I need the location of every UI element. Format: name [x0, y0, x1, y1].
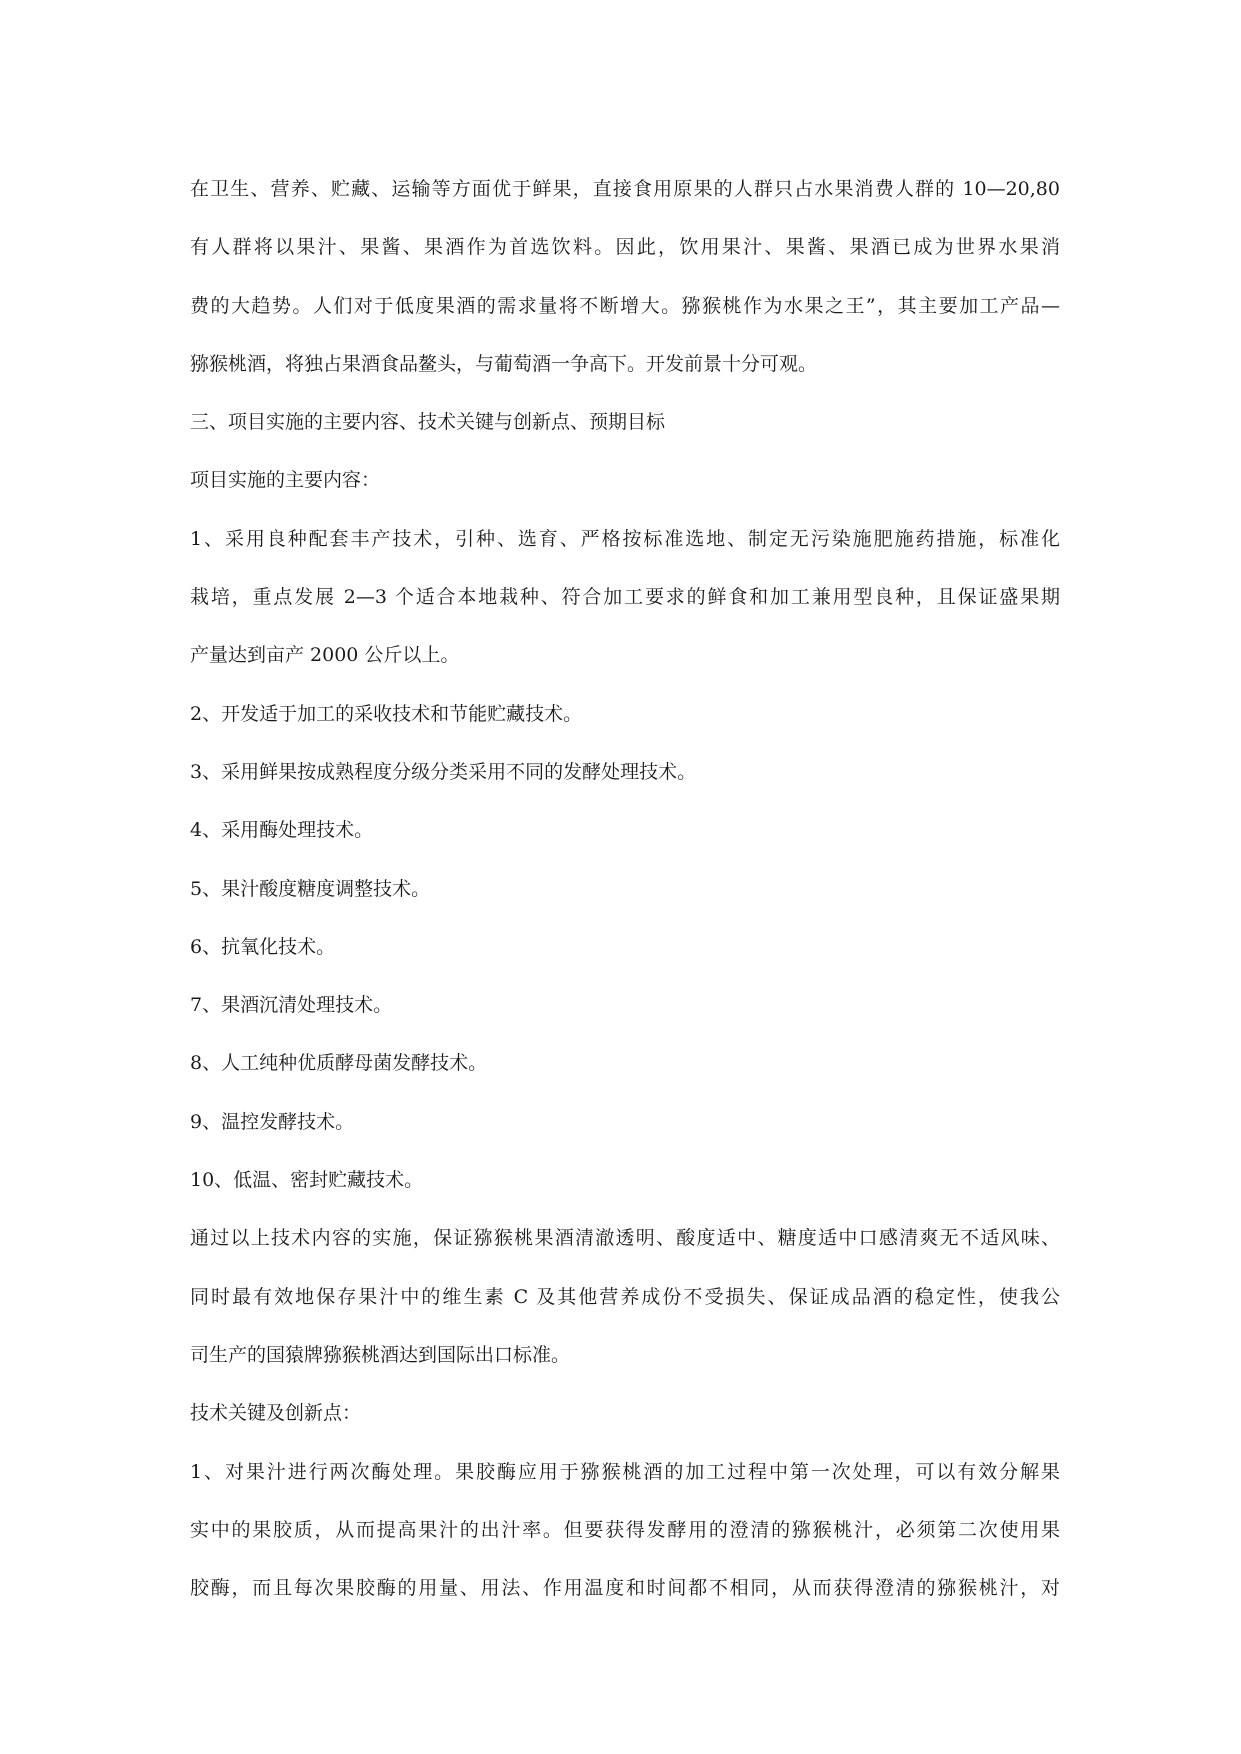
text-line: 5、果汁酸度糖度调整技术。	[190, 877, 431, 900]
text-line: 费的大趋势。人们对于低度果酒的需求量将不断增大。猕猴桃作为水果之王”，其主要加工产品—	[190, 294, 1060, 317]
document-body	[190, 160, 1060, 1617]
text-line: 4、采用酶处理技术。	[190, 819, 374, 842]
text-line: 产量达到亩产 2000 公斤以上。	[190, 644, 460, 667]
text-line: 栽培，重点发展 2—3 个适合本地栽种、符合加工要求的鲜食和加工兼用型良种，且保证盛果期	[190, 586, 1060, 609]
text-line: 1、采用良种配套丰产技术，引种、选育、严格按标准选地、制定无污染施肥施药措施，标准化	[190, 527, 1060, 550]
text-line: 1、对果汁进行两次酶处理。果胶酶应用于猕猴桃酒的加工过程中第一次处理，可以有效分解果	[190, 1460, 1060, 1483]
text-line: 2、开发适于加工的采收技术和节能贮藏技术。	[190, 702, 583, 725]
text-line: 3、采用鲜果按成熟程度分级分类采用不同的发酵处理技术。	[190, 760, 697, 783]
text-line: 6、抗氧化技术。	[190, 935, 336, 958]
text-line: 在卫生、营养、贮藏、运输等方面优于鲜果，直接食用原果的人群只占水果消费人群的 10—20,80	[190, 178, 1060, 200]
text-line: 司生产的国猿牌猕猴桃酒达到国际出口标准。	[190, 1343, 571, 1366]
text-line: 项目实施的主要内容：	[190, 469, 381, 492]
text-line: 有人群将以果汁、果酱、果酒作为首选饮料。因此，饮用果汁、果酱、果酒已成为世界水果消	[190, 236, 1060, 259]
text-line: 技术关键及创新点：	[190, 1402, 362, 1425]
text-line: 三、项目实施的主要内容、技术关键与创新点、预期目标	[190, 411, 666, 434]
text-line: 7、果酒沉清处理技术。	[190, 994, 393, 1017]
text-line: 实中的果胶质，从而提高果汁的出汁率。但要获得发酵用的澄清的猕猴桃汁，必须第二次使用果	[190, 1518, 1060, 1541]
text-line: 猕猴桃酒，将独占果酒食品鳌头，与葡萄酒一争高下。开发前景十分可观。	[190, 352, 818, 375]
text-line: 通过以上技术内容的实施，保证猕猴桃果酒清澈透明、酸度适中、糖度适中口感清爽无不适风味、	[190, 1227, 1060, 1250]
text-line: 胶酶，而且每次果胶酶的用量、用法、作用温度和时间都不相同，从而获得澄清的猕猴桃汁，对	[190, 1577, 1060, 1600]
text-line: 同时最有效地保存果汁中的维生素 C 及其他营养成份不受损失、保证成品酒的稳定性，使我公	[190, 1285, 1060, 1308]
text-line: 8、人工纯种优质酵母菌发酵技术。	[190, 1052, 488, 1075]
text-line: 10、低温、密封贮藏技术。	[190, 1169, 424, 1192]
text-line: 9、温控发酵技术。	[190, 1110, 355, 1133]
